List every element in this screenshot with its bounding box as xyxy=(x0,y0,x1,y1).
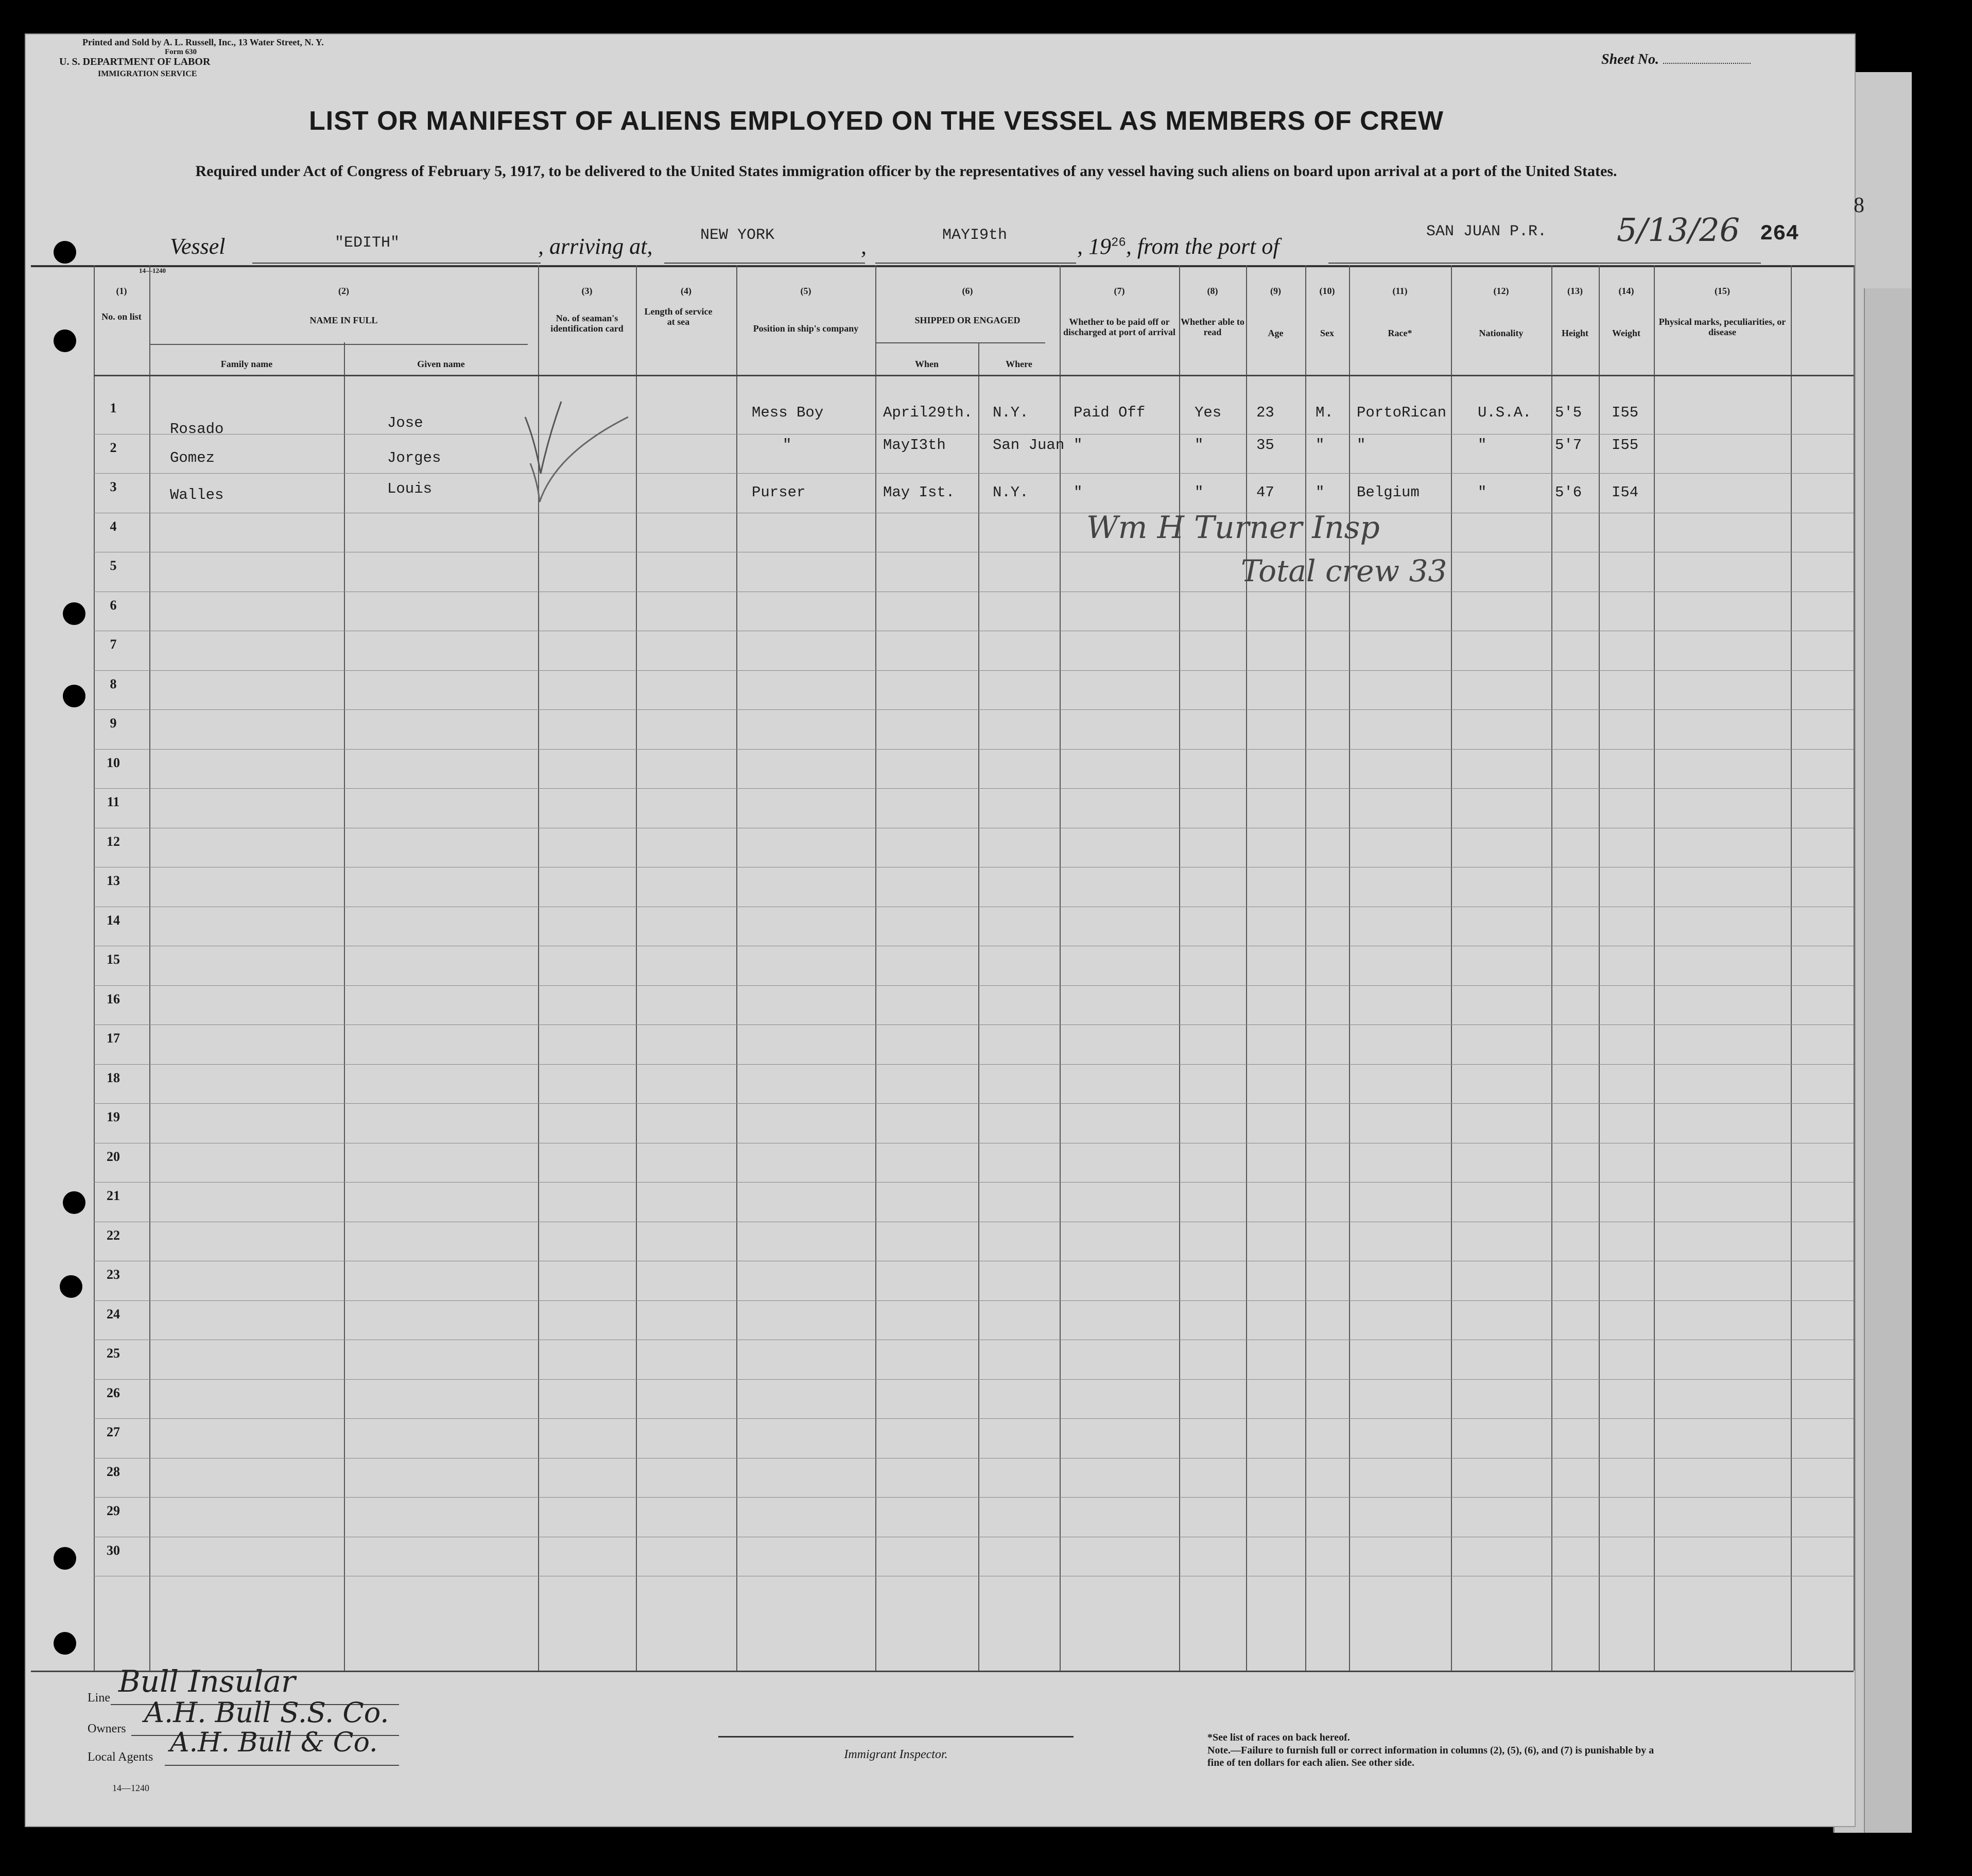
row-rule xyxy=(94,1418,1854,1419)
agents-label: Local Agents xyxy=(88,1750,153,1764)
col-hdr-shipped: SHIPPED OR ENGAGED xyxy=(914,315,1020,325)
col-divider xyxy=(1551,265,1552,1671)
row-number: 28 xyxy=(107,1464,120,1479)
col-hdr-able-read: Whether able to read xyxy=(1181,317,1244,337)
able-to-read-cell: " xyxy=(1195,484,1204,501)
row-number: 20 xyxy=(107,1149,120,1164)
row-number: 27 xyxy=(107,1425,120,1439)
race-cell: PortoRican xyxy=(1357,404,1447,421)
page-title: LIST OR MANIFEST OF ALIENS EMPLOYED ON THE VESSEL AS MEMBERS OF CREW xyxy=(309,106,1444,136)
col-hdr-height: Height xyxy=(1562,328,1588,338)
paid-off-cell: " xyxy=(1074,437,1083,454)
punch-hole xyxy=(63,685,85,707)
row-number: 1 xyxy=(110,401,117,415)
row-rule xyxy=(94,1379,1854,1380)
col-divider xyxy=(149,265,150,1671)
form-code-top: 14—1240 xyxy=(139,267,166,274)
punch-hole xyxy=(63,602,85,625)
height-cell: 5'5 xyxy=(1555,404,1582,421)
paid-off-cell: Paid Off xyxy=(1074,404,1146,421)
row-number: 11 xyxy=(107,794,120,809)
row-number: 17 xyxy=(107,1031,120,1046)
col-hdr-paid-off: Whether to be paid off or discharged at port of arrival xyxy=(1063,317,1175,337)
col-divider xyxy=(1060,265,1061,1671)
punch-hole xyxy=(54,1632,76,1655)
col-hdr-nationality: Nationality xyxy=(1479,328,1524,338)
row-number: 15 xyxy=(107,952,120,967)
col-num-13: (13) xyxy=(1567,286,1583,296)
given-name-cell: Jorges xyxy=(387,449,441,466)
col-num-9: (9) xyxy=(1270,286,1281,296)
col-num-15: (15) xyxy=(1715,286,1730,296)
row-number: 12 xyxy=(107,833,120,849)
col-num-12: (12) xyxy=(1493,286,1509,296)
comma: , xyxy=(861,234,867,259)
punch-hole xyxy=(54,241,76,264)
row-number: 4 xyxy=(110,518,117,534)
vessel-label: Vessel xyxy=(170,234,226,259)
row-number: 7 xyxy=(110,637,117,652)
printer-info xyxy=(59,36,324,80)
col-num-10: (10) xyxy=(1319,286,1335,296)
row-rule xyxy=(94,709,1854,710)
underlying-sheet-edge-2 xyxy=(1864,288,1911,1833)
row-rule xyxy=(94,1064,1854,1065)
row-number: 25 xyxy=(107,1346,120,1361)
line-value: Bull Insular xyxy=(118,1664,296,1699)
age-cell: 47 xyxy=(1256,484,1274,501)
sheet-number-blank xyxy=(1663,63,1751,64)
sheet-number-field xyxy=(1601,51,1751,68)
able-to-read-cell: " xyxy=(1195,437,1204,454)
col-divider xyxy=(1179,265,1180,1671)
col-hdr-physical: Physical marks, peculiarities, or disease xyxy=(1658,317,1786,337)
arriving-label: , arriving at, xyxy=(538,234,653,259)
row-number: 21 xyxy=(107,1188,120,1203)
shipped-where-cell: San Juan xyxy=(993,437,1065,454)
col-divider xyxy=(1854,265,1855,1671)
col-num-6: (6) xyxy=(962,286,973,296)
table-top-rule xyxy=(31,265,1854,267)
department-name: U. S. DEPARTMENT OF LABOR xyxy=(59,56,211,67)
year-suffix: 26 xyxy=(1111,236,1126,250)
nationality-cell: " xyxy=(1478,484,1487,501)
weight-cell: I54 xyxy=(1612,484,1639,501)
races-note: *See list of races on back hereof. xyxy=(1207,1732,1350,1743)
sheet-number-label: Sheet No. xyxy=(1601,51,1659,67)
crew-total-note: Total crew 33 xyxy=(1241,553,1447,588)
col-divider xyxy=(1654,265,1655,1671)
year-prefix: 19 xyxy=(1088,234,1111,259)
row-number: 29 xyxy=(107,1503,120,1518)
col-num-2: (2) xyxy=(338,286,349,296)
col-hdr-position: Position in ship's company xyxy=(753,323,859,334)
line-label: Line xyxy=(88,1691,110,1705)
tick-marks xyxy=(520,391,654,510)
row-number: 22 xyxy=(107,1227,120,1243)
nationality-cell: U.S.A. xyxy=(1478,404,1532,421)
form-code-bottom: 14—1240 xyxy=(112,1783,149,1793)
position-cell: " xyxy=(783,437,792,454)
inspector-signature-line xyxy=(718,1736,1074,1738)
row-number: 24 xyxy=(107,1306,120,1322)
date-blank xyxy=(875,263,1076,264)
weight-cell: I55 xyxy=(1612,404,1639,421)
given-name-cell: Jose xyxy=(387,414,423,431)
inspector-signature: Wm H Turner Insp xyxy=(1086,510,1380,546)
row-number: 2 xyxy=(110,440,117,455)
sex-cell: " xyxy=(1316,484,1325,501)
agents-value: A.H. Bull & Co. xyxy=(170,1727,378,1758)
col-num-1: (1) xyxy=(116,286,127,296)
row-rule xyxy=(94,1300,1854,1301)
shipped-where-cell: N.Y. xyxy=(993,404,1029,421)
vessel-name: "EDITH" xyxy=(335,234,400,252)
from-port: SAN JUAN P.R. xyxy=(1426,223,1547,240)
col-hdr-family: Family name xyxy=(220,359,273,369)
punch-hole xyxy=(54,329,76,352)
shipped-when-cell: MayI3th xyxy=(883,437,946,454)
header-bottom-rule xyxy=(94,375,1854,376)
col-divider xyxy=(94,265,95,1671)
col-divider xyxy=(1791,265,1792,1671)
sex-cell: " xyxy=(1316,437,1325,454)
row-number: 16 xyxy=(107,991,120,1006)
col-num-14: (14) xyxy=(1618,286,1634,296)
col-divider xyxy=(1349,265,1350,1671)
punch-hole xyxy=(60,1275,82,1298)
owners-label: Owners xyxy=(88,1722,126,1735)
handwritten-date: 5/13/26 xyxy=(1617,211,1740,249)
owners-value: A.H. Bull S.S. Co. xyxy=(144,1696,389,1729)
manifest-sheet xyxy=(25,33,1856,1827)
height-cell: 5'7 xyxy=(1555,437,1582,454)
paid-off-cell: " xyxy=(1074,484,1083,501)
row-number: 23 xyxy=(107,1267,120,1282)
given-name-cell: Louis xyxy=(387,480,433,497)
row-number: 14 xyxy=(107,912,120,928)
col-divider xyxy=(1599,265,1600,1671)
year-field: , $19^{26}$, from the port of xyxy=(1077,234,1279,259)
age-cell: 35 xyxy=(1256,437,1274,454)
row-rule xyxy=(94,1497,1854,1498)
col-divider xyxy=(1305,265,1306,1671)
col-num-4: (4) xyxy=(681,286,691,296)
col-hdr-no-on-list: No. on list xyxy=(101,311,142,322)
punch-hole xyxy=(63,1191,85,1214)
col-hdr-seaman-card: No. of seaman's identification card xyxy=(550,313,624,334)
weight-cell: I55 xyxy=(1612,437,1639,454)
row-number: 5 xyxy=(110,558,117,573)
shipped-when-cell: April29th. xyxy=(883,404,973,421)
name-subheader-rule xyxy=(149,344,528,345)
inspector-label: Immigrant Inspector. xyxy=(844,1748,948,1761)
row-number: 18 xyxy=(107,1070,120,1085)
race-cell: Belgium xyxy=(1357,484,1420,501)
row-number: 9 xyxy=(110,716,117,731)
col-hdr-age: Age xyxy=(1268,328,1284,338)
failure-note: Note.—Failure to furnish full or correct information in columns (2), (5), (6), and (7) is punishable by a fine of ten dollars for each alien. See other side. xyxy=(1207,1745,1654,1768)
arriving-blank xyxy=(664,263,865,264)
col-divider xyxy=(978,342,979,1671)
col-hdr-name: NAME IN FULL xyxy=(309,315,378,325)
printer-line: Printed and Sold by A. L. Russell, Inc., 13 Water Street, N. Y. xyxy=(82,37,324,47)
row-rule xyxy=(94,1182,1854,1183)
row-rule xyxy=(94,985,1854,986)
nationality-cell: " xyxy=(1478,437,1487,454)
table-bottom-rule xyxy=(31,1671,1854,1672)
row-number: 26 xyxy=(107,1385,120,1400)
page-subtitle: Required under Act of Congress of February 5, 1917, to be delivered to the United States immigration officer by the representatives of any vessel having such aliens on board upon arrival at a port of the United States. xyxy=(195,163,1617,180)
col-hdr-race: Race* xyxy=(1388,328,1412,338)
vessel-blank xyxy=(252,263,541,264)
row-number: 6 xyxy=(110,597,117,613)
col-hdr-where: Where xyxy=(1006,359,1032,369)
from-label: , from the port of xyxy=(1126,234,1279,259)
col-hdr-sex: Sex xyxy=(1320,328,1334,338)
shipped-subheader-rule xyxy=(875,342,1045,343)
row-number: 8 xyxy=(110,676,117,691)
col-hdr-given: Given name xyxy=(417,359,465,369)
col-divider xyxy=(1246,265,1247,1671)
shipped-where-cell: N.Y. xyxy=(993,484,1029,501)
col-num-11: (11) xyxy=(1392,286,1408,296)
back-sheet-mark: 8 xyxy=(1854,194,1864,217)
row-number: 10 xyxy=(107,755,120,770)
punch-hole xyxy=(54,1547,76,1570)
row-rule xyxy=(94,749,1854,750)
arrival-date: MAYI9th xyxy=(942,227,1008,244)
position-cell: Mess Boy xyxy=(752,404,824,421)
service-name: IMMIGRATION SERVICE xyxy=(98,70,197,78)
manifest-number: 264 xyxy=(1760,221,1799,246)
row-rule xyxy=(94,670,1854,671)
position-cell: Purser xyxy=(752,484,806,501)
family-name-cell: Rosado xyxy=(170,421,224,438)
col-num-3: (3) xyxy=(581,286,593,296)
row-number: 3 xyxy=(110,479,117,494)
row-number: 13 xyxy=(107,873,120,888)
row-rule xyxy=(94,788,1854,789)
col-num-5: (5) xyxy=(800,286,811,296)
row-number: 30 xyxy=(107,1542,120,1558)
agents-blank xyxy=(165,1765,399,1766)
col-num-7: (7) xyxy=(1114,286,1125,296)
row-number: 19 xyxy=(107,1109,120,1124)
sex-cell: M. xyxy=(1316,404,1334,421)
form-number: Form 630 xyxy=(165,48,197,56)
row-rule xyxy=(94,1103,1854,1104)
col-divider xyxy=(736,265,737,1671)
col-divider xyxy=(875,265,876,1671)
from-port-blank xyxy=(1328,263,1761,264)
shipped-when-cell: May Ist. xyxy=(883,484,955,501)
col-divider xyxy=(1451,265,1452,1671)
col-num-8: (8) xyxy=(1207,286,1218,296)
family-name-cell: Walles xyxy=(170,487,224,503)
height-cell: 5'6 xyxy=(1555,484,1582,501)
row-rule xyxy=(94,473,1854,474)
row-rule xyxy=(94,1024,1854,1025)
family-name-cell: Gomez xyxy=(170,449,215,466)
col-hdr-length-service: Length of service at sea xyxy=(644,306,713,327)
age-cell: 23 xyxy=(1256,404,1274,421)
row-rule xyxy=(94,434,1854,435)
col-divider xyxy=(344,342,345,1671)
able-to-read-cell: Yes xyxy=(1195,404,1222,421)
race-cell: " xyxy=(1357,437,1366,454)
col-hdr-when: When xyxy=(914,359,939,369)
arriving-port: NEW YORK xyxy=(700,227,775,244)
col-hdr-weight: Weight xyxy=(1612,328,1640,338)
